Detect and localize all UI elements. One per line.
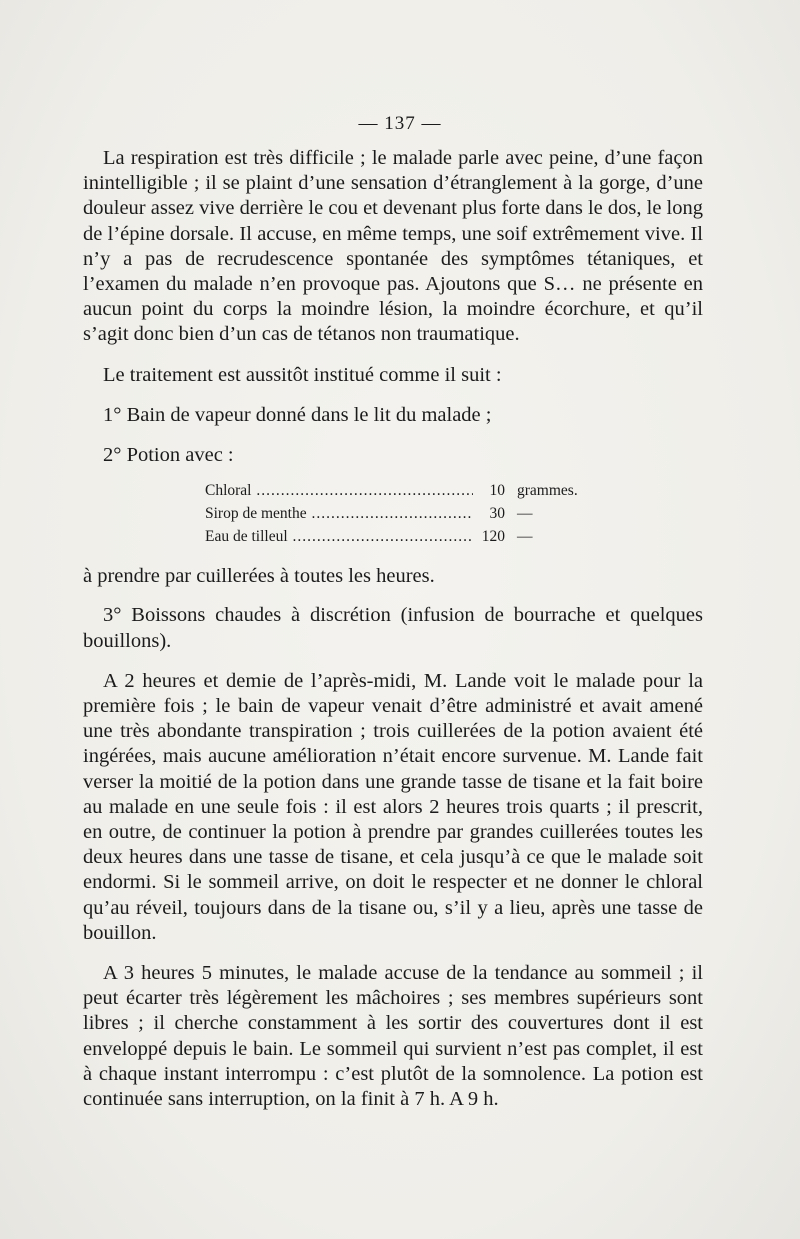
page-number: — 137 — — [358, 113, 442, 134]
treatment-item-3: 3° Boissons chaudes à discrétion (infusion de bourrache et quelques bouillons). — [83, 604, 703, 652]
dosage-instruction: à prendre par cuillerées à toutes les heures. — [83, 565, 435, 588]
prescription-row — [205, 479, 703, 502]
prescription-row — [205, 502, 703, 525]
page-body — [83, 146, 703, 1127]
ingredient-name: Chloral ..... — [205, 479, 473, 502]
prescription-table — [205, 479, 703, 548]
ingredient-quantity: 10 — [489, 482, 505, 500]
paragraph-evolution: A 3 heures 5 minutes, le malade accuse de la tendance au sommeil ; il peut écarter très légèrement les mâchoires ; ses membres supérieurs sont libres ; il cherche constamment à les sortir des couvertures dont il est enveloppé depuis le bain. Le sommeil qui survient n’est pas complet, il est à chaque instant interrompu : c’est plutôt de la somnolence. La potion est continuée sans interruption, on la finit à 7 h. A 9 h. — [83, 962, 703, 1111]
ingredient-quantity: 120 — [481, 528, 505, 546]
ingredient-unit: grammes. — [517, 482, 578, 500]
paragraph-first-visit: A 2 heures et demie de l’après-midi, M. Lande voit le malade pour la première fois ; le bain de vapeur venait d’être administré et avait amené une très abondante transpiration ; trois cuillerées de la potion avaient été ingérées, mais aucune amélioration n’était encore survenue. M. Lande fait verser la moitié de la potion dans une grande tasse de tisane et la fait boire au malade en une seule fois : il est alors 2 heures trois quarts ; il prescrit, en outre, de continuer la potion à prendre par grandes cuillerées toutes les deux heures dans une tasse de tisane, et cela jusqu’à ce que le malade soit endormi. Si le sommeil arrive, on doit le respecter et ne donner le chloral qu’au réveil, toujours dans de la tisane ou, s’il y a lieu, après une tasse de bouillon. — [83, 669, 703, 944]
paragraph-symptoms: La respiration est très difficile ; le malade parle avec peine, d’une façon inintelligible ; il se plaint d’une sensation d’étranglement à la gorge, d’une douleur assez vive derrière le cou et devenant plus forte dans le dos, le long de l’épine dorsale. Il accuse, en même temps, une soif extrêmement vive. Il n’y a pas de recrudescence spontanée des symptômes tétaniques, et l’examen du malade n’en provoque pas. Ajoutons que S… ne présente en aucun point du corps la moindre lésion, la moindre écorchure, et qu’il s’agit donc bien d’un cas de tétanos non traumatique. — [83, 147, 703, 346]
prescription-row — [205, 525, 703, 548]
paragraph-treatment-intro: Le traitement est aussitôt institué comme il suit : — [103, 363, 502, 386]
ingredient-name: Sirop de menthe ..... — [205, 502, 473, 525]
ingredient-unit: — — [517, 505, 533, 523]
ingredient-unit: — — [517, 528, 533, 546]
treatment-item-1: 1° Bain de vapeur donné dans le lit du malade ; — [103, 403, 492, 426]
ingredient-quantity: 30 — [489, 505, 505, 523]
ingredient-name: Eau de tilleul ..... — [205, 525, 473, 548]
treatment-item-2: 2° Potion avec : — [103, 444, 234, 467]
